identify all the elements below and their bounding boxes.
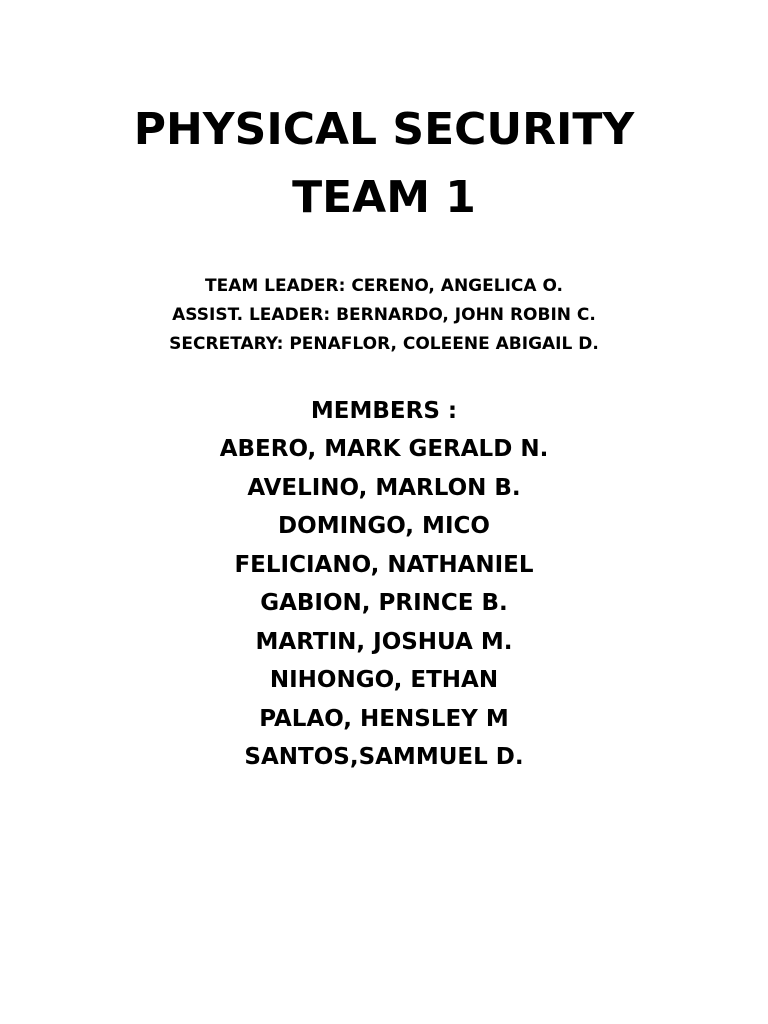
list-item: SANTOS,SAMMUEL D. bbox=[244, 744, 524, 770]
team-leader-line: TEAM LEADER: CERENO, ANGELICA O. bbox=[204, 276, 563, 296]
list-item: DOMINGO, MICO bbox=[278, 513, 490, 539]
secretary-line: SECRETARY: PENAFLOR, COLEENE ABIGAIL D. bbox=[169, 334, 599, 354]
document-title bbox=[0, 96, 768, 232]
members-block bbox=[0, 392, 768, 777]
list-item: PALAO, HENSLEY M bbox=[259, 705, 509, 732]
officers-block bbox=[0, 272, 768, 359]
member-list bbox=[0, 430, 768, 777]
list-item: GABION, PRINCE B. bbox=[260, 590, 508, 616]
list-item: NIHONGO, ETHAN bbox=[269, 667, 499, 693]
list-item: ABERO, MARK GERALD N. bbox=[219, 436, 549, 462]
list-item: MARTIN, JOSHUA M. bbox=[255, 628, 513, 655]
title-line-2: TEAM 1 bbox=[292, 172, 476, 223]
list-item: FELICIANO, NATHANIEL bbox=[234, 551, 534, 578]
assist-leader-line: ASSIST. LEADER: BERNARDO, JOHN ROBIN C. bbox=[172, 305, 596, 325]
list-item: AVELINO, MARLON B. bbox=[247, 474, 521, 501]
members-heading: MEMBERS : bbox=[310, 398, 458, 424]
title-line-1: PHYSICAL SECURITY bbox=[133, 104, 635, 155]
